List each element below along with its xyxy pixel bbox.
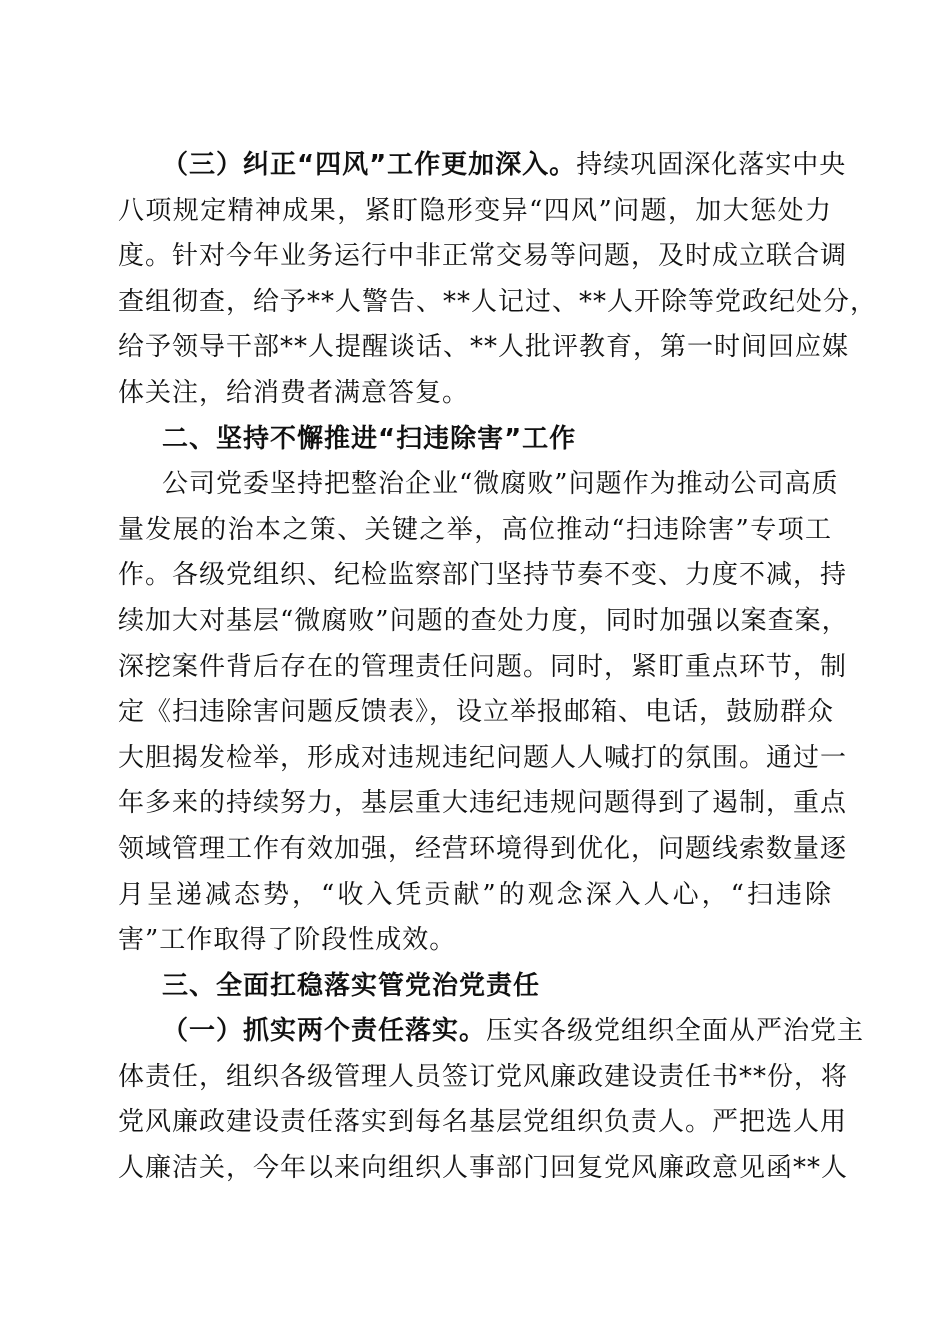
text-line xyxy=(118,1009,865,1055)
text-line: 体关注，给消费者满意答复。 xyxy=(118,377,470,408)
text-line: 体责任，组织各级管理人员签订党风廉政建设责任书**份，将 xyxy=(118,1061,849,1092)
text-segment: 持续巩固深化落实中央 xyxy=(576,150,847,180)
text-line: 月呈递减态势，“收入凭贡献”的观念深入人心，“扫违除 xyxy=(118,879,832,910)
section-heading: 三、全面扛稳落实管党治党责任 xyxy=(162,970,541,1001)
text-line: 害”工作取得了阶段性成效。 xyxy=(118,925,457,956)
text-line: 查组彻查，给予**人警告、**人记过、**人开除等党政纪处分， xyxy=(118,286,878,317)
text-line: 公司党委坚持把整治企业“微腐败”问题作为推动公司高质 xyxy=(162,469,839,500)
text-line: 深挖案件背后存在的管理责任问题。同时，紧盯重点环节，制 xyxy=(118,651,848,682)
subheading-lead: （三）纠正“四风”工作更加深入。 xyxy=(162,150,577,180)
text-line: 量发展的治本之策、关键之举，高位推动“扫违除害”专项工 xyxy=(118,514,832,545)
text-segment: 压实各级党组织全面从严治党主 xyxy=(486,1016,865,1047)
section-heading: 二、坚持不懈推进“扫违除害”工作 xyxy=(162,423,577,454)
text-line: 给予领导干部**人提醒谈话、**人批评教育，第一时间回应媒 xyxy=(118,332,850,363)
text-line: 作。各级党组织、纪检监察部门坚持节奏不变、力度不减，持 xyxy=(118,560,848,591)
text-line: 度。针对今年业务运行中非正常交易等问题，及时成立联合调 xyxy=(118,241,848,272)
text-line: 党风廉政建设责任落实到每名基层党组织负责人。严把选人用 xyxy=(118,1107,848,1138)
text-line: 年多来的持续努力，基层重大违纪违规问题得到了遏制，重点 xyxy=(118,788,848,819)
text-line: 续加大对基层“微腐败”问题的查处力度，同时加强以案查案， xyxy=(118,605,849,636)
text-line: 大胆揭发检举，形成对违规违纪问题人人喊打的氛围。通过一 xyxy=(118,742,848,773)
document-body xyxy=(118,143,878,1192)
text-line: 八项规定精神成果，紧盯隐形变异“四风”问题，加大惩处力 xyxy=(118,195,832,226)
text-line: 人廉洁关，今年以来向组织人事部门回复党风廉政意见函**人 xyxy=(118,1153,849,1184)
text-line: 领域管理工作有效加强，经营环境得到优化，问题线索数量逐 xyxy=(118,833,848,864)
text-line xyxy=(118,143,847,189)
paragraph-sweep-violations xyxy=(118,462,849,964)
paragraph-two-responsibilities xyxy=(118,1009,865,1191)
text-line: 定《扫违除害问题反馈表》，设立举报邮箱、电话，鼓励群众 xyxy=(118,697,835,728)
paragraph-rectify-four-winds xyxy=(118,143,878,417)
subheading-lead: （一）抓实两个责任落实。 xyxy=(162,1016,487,1047)
